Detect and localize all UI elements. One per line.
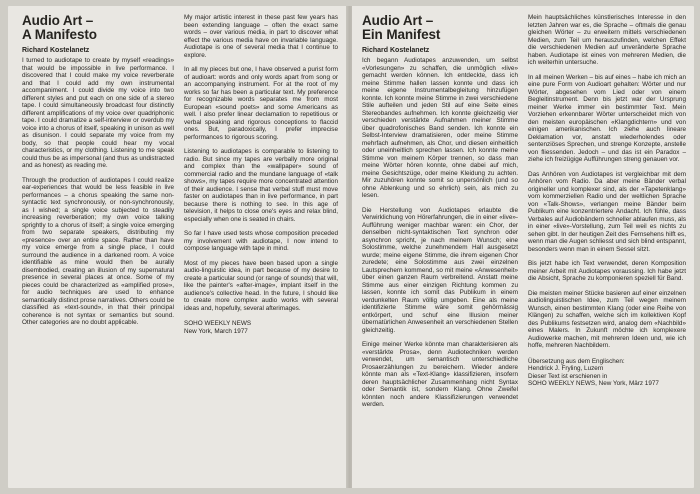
english-source-credit: [184, 320, 338, 335]
left-column-1: [22, 14, 174, 334]
source-date: New York, March 1977: [184, 327, 248, 335]
right-column-1: [362, 14, 518, 416]
english-paragraph: Listening to audiotapes is comparable to listening to radio. But since my tapes are verbally more original and complex than the «wallpaper» sound of commercial radio and the mundane language of «talk shows», my tapes require more concentrated attention of their audience. I sense that verbal stuff must move faster on audiotapes than in live performance, in part because there is nothing to see. In this age of television, it helps to close one's eyes and relax blind, especially when one is seated in chairs.: [184, 148, 338, 223]
german-title: [362, 14, 518, 42]
english-paragraph: I turned to audiotape to create by myself «readings» that would be impossible in live performance. I discovered that I could make my voice reverberate and that I could add my own instrumental accompaniment. I could divide my voice into two different styles and put each on one side of a stereo tape. I could simultaneously broadcast four distinctly different amplifications of my voice over quadriphonic tape. I could dramatize a self-interview or overdub my voice into a chorus of itself, speaking in unison as well as disunison. I could separate my voice from my body, so that people could hear my vocal characteristics, or my clothing. Listening to me speak could thus be as impersonal (and thus as undistracted and as honest) as reading me.: [22, 57, 174, 169]
english-paragraph: So far I have used tests whose composition preceded my involvement with audiotape, I now intend to compose language with tape in mind.: [184, 230, 338, 252]
german-author: Richard Kostelanetz: [362, 47, 430, 54]
german-paragraph: Die meisten meiner Stücke basieren auf einer einzelnen audiolinguistischen Idee, zum Teil wegen meinem Wunsch, einen bestimmten Klang (oder eine Reihe von Klängen) zu schaffen, welche sich im kollektiven Kopf des Publikums festsetzen wird, analog dem «Nachbild» eines Malers. In Zukunft möchte ich komplexere Audiowerke machen, mit mehreren Ideen und, wie ich hoffe, mehreren Nachbildern.: [528, 289, 686, 349]
right-column-2: [528, 14, 686, 388]
source-publication: SOHO WEEKLY NEWS: [184, 320, 252, 327]
english-paragraph: In all my pieces but one, I have observed a purist form of audioart: words and only words apart from song or an accompanying instrument. For at the root of my works so far has been a particular text. My preference for recognizable words separates me from most European «sound poets» and some Americans as well. I also prefer linear declamation to repetitious or verbal speaking and rigorous conceptions to flaccid ones. But, paradoxically, I prefer imprecise performances to rigorous scoring.: [184, 66, 338, 141]
german-paragraph: Die Herstellung von Audiotapes erlaubte die Verwirklichung von Hörerfahrungen, die in einer «live»-Aufführung weniger machbar waren: ein Chor, der denselben nicht-syntaktischen Text synchron oder asynchron spricht, je nach meinem Wunsch; eine Solostimme, welche zunehmendem Hall ausgesetzt wurde; meine eigene Stimme, die ihrem eigenen Chor zuredete; eine Solostimme aus zwei einzelnen Lautsprechern kommend, so mit meine «Anwesenheit» über einen ganzen Raum verbreitend. Anstatt meine Stimme aus einer einzigen Richtung kommen zu lassen, konnte ich somit das Publikum in einem verdunkelten Raum völlig umgeben. Eine als meine identifizierte Stimme wäre somit gehörmässig entkörpert, und schuf eine Illusion meiner übernatürlichen Anwesenheit an verschiedenen Stellen gleichzeitig.: [362, 206, 518, 334]
german-paragraph: In all meinen Werken – bis auf eines – habe ich mich an eine pure Form von Audioart gehalten: Wörter und nur Wörter, abgesehen vom Lied oder von einem Begleitinstrument. Denn bis jetzt war der Ursprung meiner Werke immer ein bestimmter Text. Mein Vorziehen erkennbarer Wörter unterscheidet mich von den meisten europäischen «Klangdichtern» und von einigen amerikanischen. Ich ziehe auch lineare Deklamation vor, anstatt wiederholendes oder sentenziöses Sprechen, und strenge Konzepte, anstelle von fliessenden. Jedoch – und das ist ein Paradox – ziehe ich freizügige Aufführungen streng genauen vor.: [528, 73, 686, 163]
publication-source: SOHO WEEKLY NEWS, New York, März 1977: [528, 380, 659, 387]
left-page-english: [8, 6, 348, 488]
english-paragraph: Most of my pieces have been based upon a single audio-linguistic idea, in part because of my desire to create a particular sound (or range of sounds) that will, like the painter's «after-image», implant itself in the audience's collective head. In the future, I should like to create more complex audio works with several ideas and, hopefully, several afterimages.: [184, 259, 338, 312]
right-page-german: [352, 6, 694, 488]
english-author: Richard Kostelanetz: [22, 47, 90, 54]
english-paragraph: My major artistic interest in these past few years has been extending language – often the exact same words – over various media, in part to discover what effect the various media have on invariable language. Audiotape is one of several media that I continue to explore.: [184, 14, 338, 59]
translation-note: Übersetzung aus dem Englischen:: [528, 357, 625, 365]
german-title-line-2: Ein Manifest: [362, 27, 441, 42]
english-paragraph: Through the production of audiotapes I could realize ear-experiences that would be less feasible in live performances – a chorus speaking the same non-syntactic text synchronously, or non-synchronously, as I wished; a single voice subjected to steadily increasing reverberation; my own voice talking sprightly to a chorus of itself; a single voice emerging from two separate speakers, distributing my «presence» over an entire space. Rather than have my voice emerge from a single place, I could surround the audience in a darkened room. A voice identifiable as mine would then be aurally disembodied, creating an illusion of my supernatural presence in several places at once. Some of my pieces could be characterized as «amplified prose», for audio techniques are used to enhance semantically distinct prose narratives. Others could be classified as «text-sound», in that their principal coherence is not syntax or semantics but sound. Other categories are no doubt applicable.: [22, 176, 174, 326]
german-paragraph: Ich begann Audiotapes anzuwenden, um selbst «Vorlesungen» zu schaffen, die unmöglich «live» gemacht werden können. Ich entdeckte, dass ich meine Stimme hallen lassen konnte und dass ich meine eigene Instrumentalbegleitung hinzufügen konnte. Ich konnte meine Stimme in zwei verschiedene Stile aufteilen und jeden Stil auf eine Seite eines Stereobandes aufnehmen. Ich konnte gleichzeitig vier verschieden verstärkte Aufnahmen meiner Stimme über quadrofonisches Band senden. Ich konnte ein Selbst-Interview dramatisieren, oder meine Stimme mehrfach aufnehmen, als Chor, und diesen einheitlich oder uneinheitlich sprechen lassen. Ich konnte meine Stimme von meinem Körper trennen, so dass man meine Wörter hören konnte, ohne dabei auf mich, meine Gesichtszüge, oder meine Kleidung zu achten. Mir zuzuhören konnte somit so unpersönlich (und so ohne Ablenkung und so ehrlich) sein, als mich zu lesen.: [362, 57, 518, 199]
left-column-2: [184, 14, 338, 335]
english-title-line-1: Audio Art –: [22, 13, 94, 28]
english-title: [22, 14, 174, 42]
german-title-line-1: Audio Art –: [362, 13, 434, 28]
german-paragraph: Das Anhören von Audiotapes ist vergleichbar mit dem Anhören vom Radio. Da aber meine Bänder verbal origineller und komplexer sind, als der «Tapetenklang» vom kommerziellen Radio und der weltlichen Sprache von «Talk-Shows», verlangen meine Bänder beim Publikum eine konzentriertere Andacht. Ich fühle, dass Verbales auf Audiobändern schneller ablaufen muss, als in einer «live»-Vorstellung, zum Teil weil es nichts zu sehen gibt. In der heutigen Zeit des Fernsehens hilft es, wenn man die Augen schliesst und sich blind entspannt, besonders wenn man in einem Sessel sitzt.: [528, 170, 686, 253]
german-paragraph: Einige meiner Werke könnte man charakterisieren als «verstärkte Prosa», denn Audiotechniken werden verwendet, um semantisch unterschiedliche Prosaerzählungen zu bereichern. Wieder andere könnte man als «Text-Klang» klassifizieren, insofern deren hauptsächlicher Zusammenhang nicht Syntax oder Semantik ist, sondern Klang. Ohne Zweifel könnten noch andere Klassifizierungen verwendet werden.: [362, 341, 518, 408]
publication-note: Dieser Text ist erschienen in: [528, 372, 608, 380]
german-paragraph: Mein hauptsächliches künstlerisches Interesse in den letzten Jahren war es, die Sprache – oftmals die genau gleichen Wörter – zu erweitern mittels verschiedenen Medien, zum Teil um herauszufinden, welchen Effekt die verschiedenen Medien auf unveränderte Sprache haben. Audiotape ist eines von mehreren Medien, die ich weiterhin untersuche.: [528, 14, 686, 66]
english-title-line-2: A Manifesto: [22, 27, 97, 42]
german-paragraph: Bis jetzt habe ich Text verwendet, deren Komposition meiner Arbeit mit Audiotapes voraussing. Ich habe jetzt die Absicht, Sprache zu komponieren speziell für Band.: [528, 260, 686, 282]
translator: Hendrick J. Fryling, Luzern: [528, 365, 604, 372]
german-translation-credit: [528, 358, 686, 388]
